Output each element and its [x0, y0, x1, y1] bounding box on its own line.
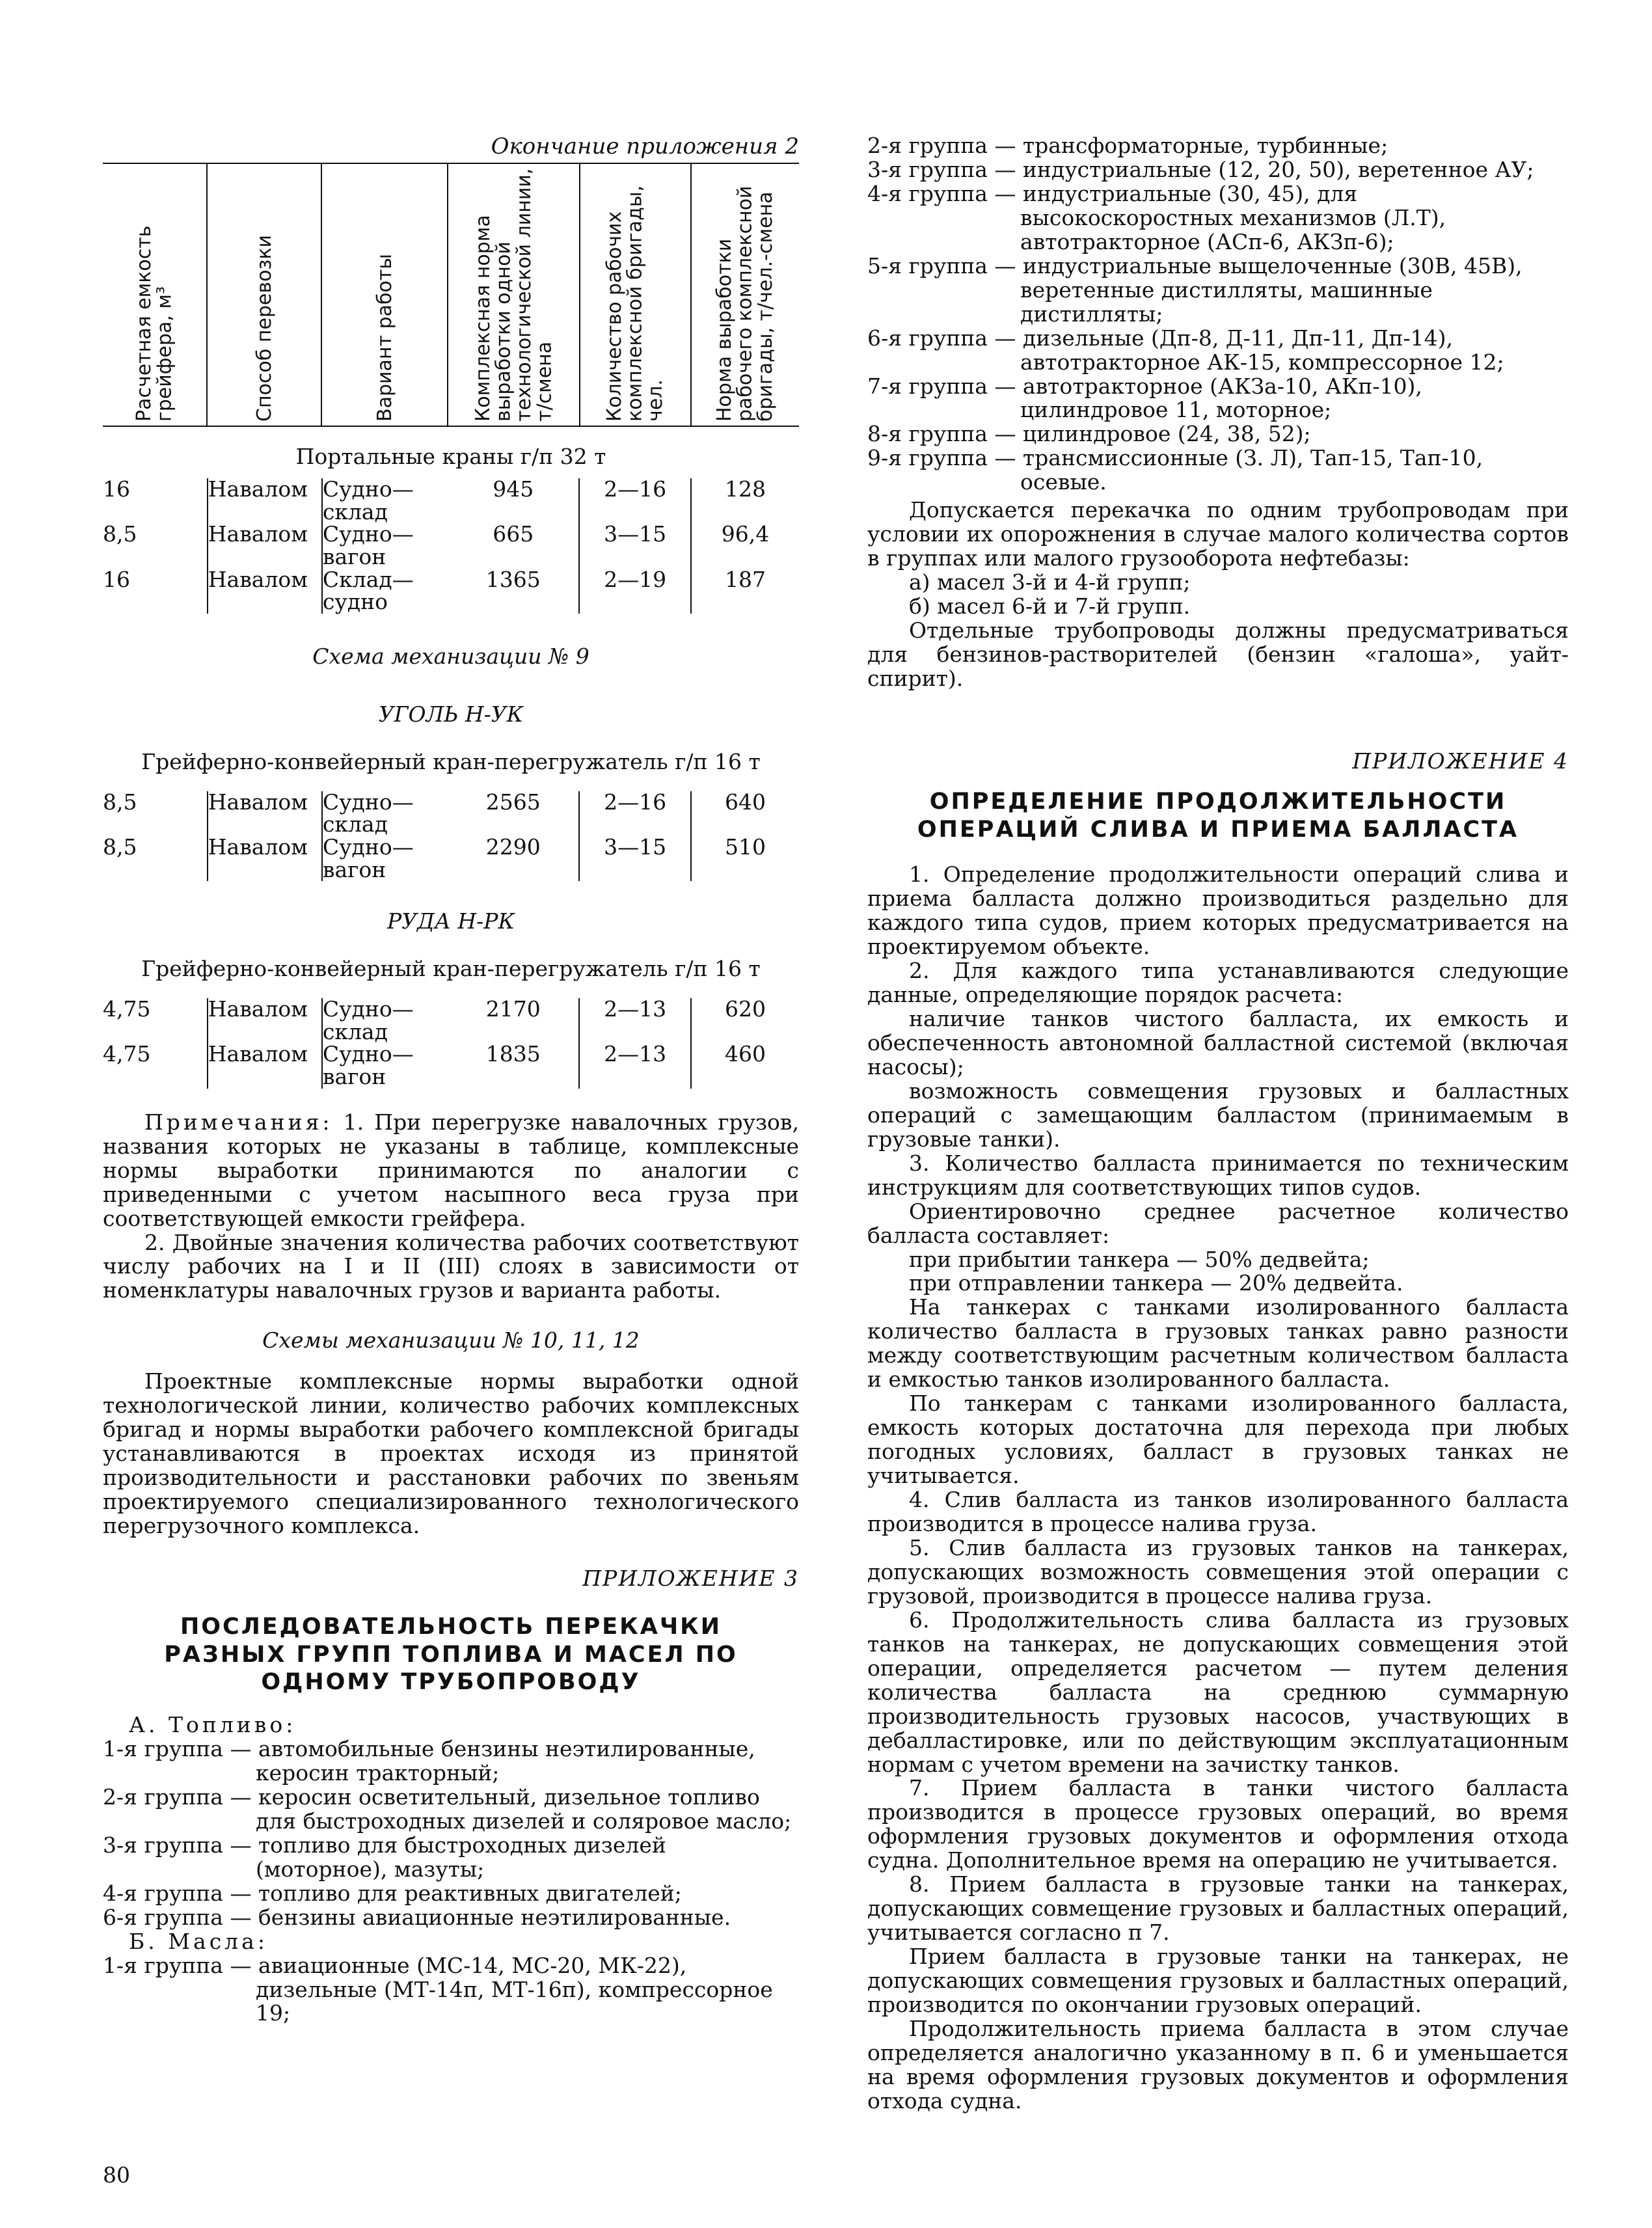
para-8c: Продолжительность приема балласта в этом случае определяется аналогично указанному в п. 6 и уменьшается на время оформления грузовых документов и оформления отхода судна. — [867, 2016, 1569, 2113]
para-7: 7. Прием балласта в танки чистого балласта производится в процессе грузовых операций, во время оформления грузовых документов и оформления отхода судна. Дополнительное время на операцию не учитывается. — [867, 1775, 1569, 1873]
table-row: 8,5 Навалом Судно—вагон 665 3—15 96,4 — [103, 523, 799, 568]
ore-table — [103, 998, 799, 1089]
oil-note: Допускается перекачка по одним трубопроводам при условии их опорожнения в случае малого количества сортов в группах или малого грузооборота нефтебазы: — [867, 497, 1569, 571]
appendix-3-title: ПОСЛЕДОВАТЕЛЬНОСТЬ ПЕРЕКАЧКИ РАЗНЫХ ГРУПП ТОПЛИВА И МАСЕЛ ПО ОДНОМУ ТРУБОПРОВОДУ — [164, 1613, 738, 1696]
fuel-heading: А. Топливо: — [129, 1712, 297, 1738]
header-variant: Вариант работы — [373, 254, 396, 422]
coal-title: УГОЛЬ Н-УК — [378, 701, 524, 727]
list-item: 1-я группа — автомобильные бензины неэтилированные, керосин тракторный; — [103, 1735, 755, 1786]
norms-table-header — [103, 163, 799, 427]
list-item: 5-я группа — индустриальные выщелоченные (30В, 45В), веретенные дистилляты, машинные дистилляты; — [867, 252, 1523, 327]
portal-caption: Портальные краны г/п 32 т — [295, 444, 606, 470]
table-row: 4,75 Навалом Судно—вагон 1835 2—13 460 — [103, 1043, 799, 1088]
appendix-3-label: ПРИЛОЖЕНИЕ 3 — [582, 1566, 799, 1592]
page-number: 80 — [103, 2162, 130, 2188]
para-6: 6. Продолжительность слива балласта из грузовых танков на танкерах, не допускающих совмещения этой операции, определяется расчетом — путем деления количества балласта на среднюю суммарную производительность грузовых насосов, участвующих в дебалластировке, или по действующим эксплуатационным нормам с учетом времени на зачистку танков. — [867, 1607, 1569, 1777]
running-title: Окончание приложения 2 — [491, 133, 799, 159]
header-capacity: Расчетная емкость грейфера, м³ — [133, 225, 176, 422]
list-item: 6-я группа — дизельные (Дп-8, Д-11, Дп-11, Дп-14), автотракторное АК-15, компрессорное 12; — [867, 325, 1504, 375]
para-4: 4. Слив балласта из танков изолированного балласта производится в процессе налива груза. — [867, 1487, 1569, 1536]
table-row: 8,5 Навалом Судно—вагон 2290 3—15 510 — [103, 836, 799, 881]
appendix-4-label: ПРИЛОЖЕНИЕ 4 — [1352, 748, 1569, 774]
para-8: 8. Прием балласта в грузовые танки на танкерах, допускающих совмещение грузовых и балластных операций, учитывается согласно п 7. — [867, 1871, 1569, 1946]
fuel-list — [103, 1737, 799, 1930]
note-1: Примечания: 1. При перегрузке навалочных грузов, названия которых не указаны в таблице, комплексные нормы выработки принимаются по аналогии с приведенными с учетом насыпного веса груза при соответствующей емкости грейфера. — [103, 1109, 799, 1231]
scheme9-title: Схема механизации № 9 — [312, 643, 589, 669]
list-item: 1-я группа — авиационные (МС-14, МС-20, МК-22), дизельные (МТ-14п, МТ-16п), компрессорное 19; — [103, 1952, 773, 2026]
para-2a: наличие танков чистого балласта, их емкость и обеспеченность автономной балластной системой (включая насосы); — [867, 1005, 1569, 1080]
oil-note-a: а) масел 3-й и 4-й групп; — [909, 569, 1191, 595]
header-workers: Количество рабочих комплексной бригады, чел. — [603, 185, 668, 422]
schemes-title: Схемы механизации № 10, 11, 12 — [262, 1327, 640, 1353]
para-1: 1. Определение продолжительности операций слива и приема балласта должно производиться раздельно для каждого типа судов, прием которых предусматривается на проектируемом объекте. — [867, 862, 1569, 960]
para-3: 3. Количество балласта принимается по техническим инструкциям для соответствующих типов судов. — [867, 1150, 1569, 1200]
right-column — [867, 134, 1569, 2113]
schemes-text: Проектные комплексные нормы выработки одной технологической линии, количество рабочих комплексных бригад и нормы выработки рабочего комплексной бригады устанавливаются в проектах исходя из принятой производительности и расстановки рабочих по звеньям проектируемого специализированного технологического перегрузочного комплекса. — [103, 1368, 799, 1539]
list-item: 7-я группа — автотракторное (АКЗа-10, АКп-10), цилиндровое 11, моторное; — [867, 373, 1422, 423]
table-row: 8,5 Навалом Судно—склад 2565 2—16 640 — [103, 791, 799, 836]
coal-caption: Грейферно-конвейерный кран-перегружатель г/п 16 т — [141, 748, 761, 774]
header-rate: Норма выработки рабочего комплексной бригады, т/чел.-смена — [713, 185, 778, 422]
para-2: 2. Для каждого типа устанавливаются следующие данные, определяющие порядок расчета: — [867, 958, 1569, 1008]
list-item: 3-я группа — топливо для быстроходных дизелей (моторное), мазуты; — [103, 1832, 666, 1882]
table-row: 16 Навалом Судно—склад 945 2—16 128 — [103, 478, 799, 523]
oil-separate-pipes: Отдельные трубопроводы должны предусматриваться для бензинов-растворителей (бензин «галоша», уайт-спирит). — [867, 618, 1569, 691]
appendix-4-title: ОПРЕДЕЛЕНИЕ ПРОДОЛЖИТЕЛЬНОСТИ ОПЕРАЦИЙ СЛИВА И ПРИЕМА БАЛЛАСТА — [917, 788, 1519, 843]
para-2b: возможность совмещения грузовых и балластных операций с замещающим балластом (принимаемым в грузовые танки). — [867, 1078, 1569, 1152]
list-item: 2-я группа — трансформаторные, турбинные; — [867, 133, 1388, 158]
para-3d: при отправлении танкера — 20% дедвейта. — [909, 1270, 1403, 1296]
ore-caption: Грейферно-конвейерный кран-перегружатель г/п 16 т — [141, 956, 761, 982]
table-row: 16 Навалом Склад—судно 1365 2—19 187 — [103, 569, 799, 614]
list-item: 8-я группа — цилиндровое (24, 38, 52); — [867, 421, 1311, 447]
list-item: 4-я группа — индустриальные (30, 45), для высокоскоростных механизмов (Л.Т), автотракторное (АСп-6, АКЗп-6); — [867, 180, 1446, 254]
list-item: 3-я группа — индустриальные (12, 20, 50), веретенное АУ; — [867, 156, 1534, 182]
para-3e: На танкерах с танками изолированного балласта количество балласта в грузовых танках равно разности между соответствующим расчетным количеством балласта и емкостью танков изолированного балласта. — [867, 1294, 1569, 1392]
portal-table — [103, 478, 799, 614]
oil-list-right — [867, 134, 1569, 495]
para-3f: По танкерам с танками изолированного балласта, емкость которых достаточна для перехода при любых погодных условиях, балласт в грузовых танках не учитывается. — [867, 1391, 1569, 1489]
note-2: 2. Двойные значения количества рабочих соответствуют числу рабочих на I и II (III) слоях в зависимости от номенклатуры навалочных грузов и варианта работы. — [103, 1229, 799, 1303]
header-norm: Комплексная норма выработки одной технологической линии, т/смена — [471, 168, 556, 422]
para-3c: при прибытии танкера — 50% дедвейта; — [909, 1246, 1370, 1272]
ore-title: РУДА Н-РК — [386, 908, 515, 934]
list-item: 9-я группа — трансмиссионные (З. Л), Тап-15, Тап-10, осевые. — [867, 445, 1483, 495]
oil-note-b: б) масел 6-й и 7-й групп. — [909, 593, 1191, 619]
para-8b: Прием балласта в грузовые танки на танкерах, не допускающих совмещения грузовых и балластных операций, производится по окончании грузовых операций. — [867, 1944, 1569, 2018]
para-5: 5. Слив балласта из грузовых танков на танкерах, допускающих возможность совмещения этой операции с грузовой, производится в процессе налива груза. — [867, 1534, 1569, 1609]
coal-table — [103, 791, 799, 882]
oil-heading: Б. Масла: — [129, 1928, 268, 1954]
note-label: Примечания: — [144, 1109, 333, 1135]
header-method: Способ перевозки — [252, 235, 276, 422]
list-item: 6-я группа — бензины авиационные неэтилированные. — [103, 1904, 731, 1930]
list-item: 4-я группа — топливо для реактивных двигателей; — [103, 1880, 682, 1906]
left-column — [103, 134, 799, 2026]
oil-list-left — [103, 1954, 799, 2026]
para-3b: Ориентировочно среднее расчетное количество балласта составляет: — [867, 1198, 1569, 1248]
table-row: 4,75 Навалом Судно—склад 2170 2—13 620 — [103, 998, 799, 1043]
list-item: 2-я группа — керосин осветительный, дизельное топливо для быстроходных дизелей и соляровое масло; — [103, 1784, 792, 1834]
